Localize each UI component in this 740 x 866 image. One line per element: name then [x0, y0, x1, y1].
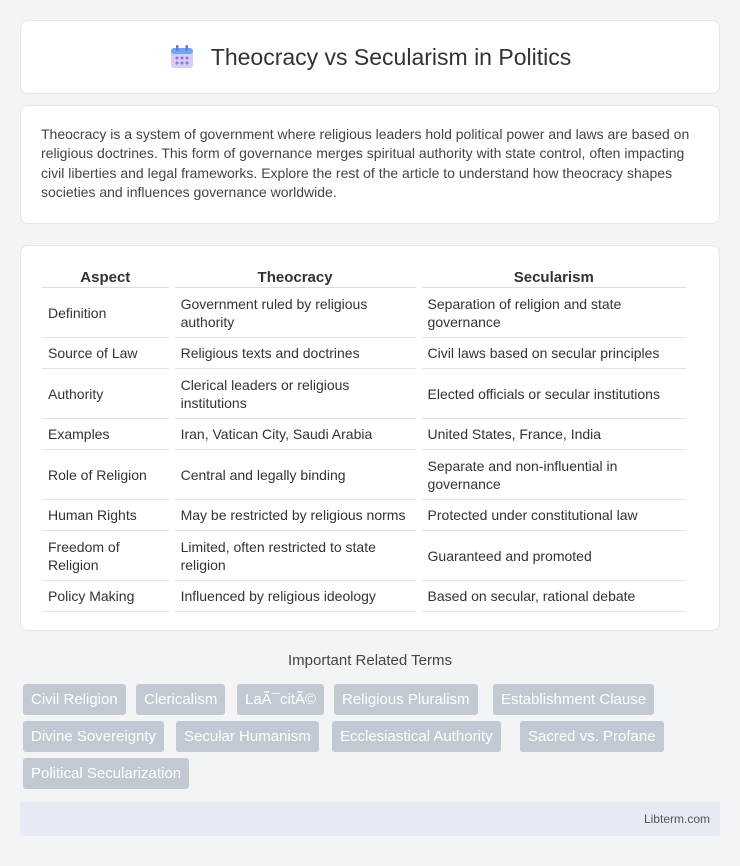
table-cell: Human Rights [42, 500, 169, 531]
tag-civil-religion[interactable]: Civil Religion [23, 684, 126, 715]
table-row [42, 450, 686, 500]
tag-sacred-vs-profane[interactable]: Sacred vs. Profane [520, 721, 664, 752]
table-cell: Elected officials or secular institutions [422, 369, 686, 419]
table-cell: Source of Law [42, 338, 169, 369]
footer [20, 802, 720, 836]
tag-religious-pluralism[interactable]: Religious Pluralism [334, 684, 478, 715]
table-cell: Government ruled by religious authority [175, 288, 416, 338]
intro-text: Theocracy is a system of government where religious leaders hold political power and laws are based on religious doctrines. This form of governance merges spiritual authority with state control, often impacting civil liberties and legal frameworks. Explore the rest of the article to understand how theocracy shapes societies and influences governance worldwide. [41, 126, 690, 200]
table-cell: Policy Making [42, 581, 169, 612]
comparison-table-card [20, 245, 720, 631]
tag-establishment-clause[interactable]: Establishment Clause [493, 684, 654, 715]
table-cell: Limited, often restricted to state religion [175, 531, 416, 581]
column-header-aspect: Aspect [42, 268, 169, 288]
table-cell: Authority [42, 369, 169, 419]
table-cell: Freedom of Religion [42, 531, 169, 581]
table-row [42, 288, 686, 338]
table-cell: Protected under constitutional law [422, 500, 686, 531]
calendar-icon [169, 44, 195, 70]
column-header-secularism: Secularism [422, 268, 686, 288]
table-cell: United States, France, India [422, 419, 686, 450]
table-cell: Examples [42, 419, 169, 450]
table-cell: Iran, Vatican City, Saudi Arabia [175, 419, 416, 450]
table-cell: Influenced by religious ideology [175, 581, 416, 612]
tag-secular-humanism[interactable]: Secular Humanism [176, 721, 319, 752]
table-cell: May be restricted by religious norms [175, 500, 416, 531]
table-cell: Separation of religion and state governance [422, 288, 686, 338]
tag-ecclesiastical-authority[interactable]: Ecclesiastical Authority [332, 721, 501, 752]
table-row [42, 338, 686, 369]
table-cell: Separate and non-influential in governance [422, 450, 686, 500]
table-row [42, 419, 686, 450]
table-cell: Role of Religion [42, 450, 169, 500]
table-cell: Civil laws based on secular principles [422, 338, 686, 369]
table-row [42, 581, 686, 612]
table-cell: Based on secular, rational debate [422, 581, 686, 612]
comparison-table [36, 268, 692, 612]
table-cell: Central and legally binding [175, 450, 416, 500]
table-cell: Religious texts and doctrines [175, 338, 416, 369]
tag-clericalism[interactable]: Clericalism [136, 684, 225, 715]
page-title: Theocracy vs Secularism in Politics [210, 43, 572, 70]
tag-political-secularization[interactable]: Political Secularization [23, 758, 189, 789]
related-terms-title: Important Related Terms [288, 652, 452, 669]
table-cell: Clerical leaders or religious institutions [175, 369, 416, 419]
tag-laicite[interactable]: LaÃ¯citÃ© [237, 684, 324, 715]
footer-brand-link[interactable]: Libterm.com [643, 812, 710, 826]
table-row [42, 369, 686, 419]
header-card [20, 20, 720, 94]
table-row [42, 500, 686, 531]
intro-card [20, 105, 720, 224]
table-cell: Guaranteed and promoted [422, 531, 686, 581]
column-header-theocracy: Theocracy [175, 268, 416, 288]
table-cell: Definition [42, 288, 169, 338]
tag-divine-sovereignty[interactable]: Divine Sovereignty [23, 721, 164, 752]
table-row [42, 531, 686, 581]
